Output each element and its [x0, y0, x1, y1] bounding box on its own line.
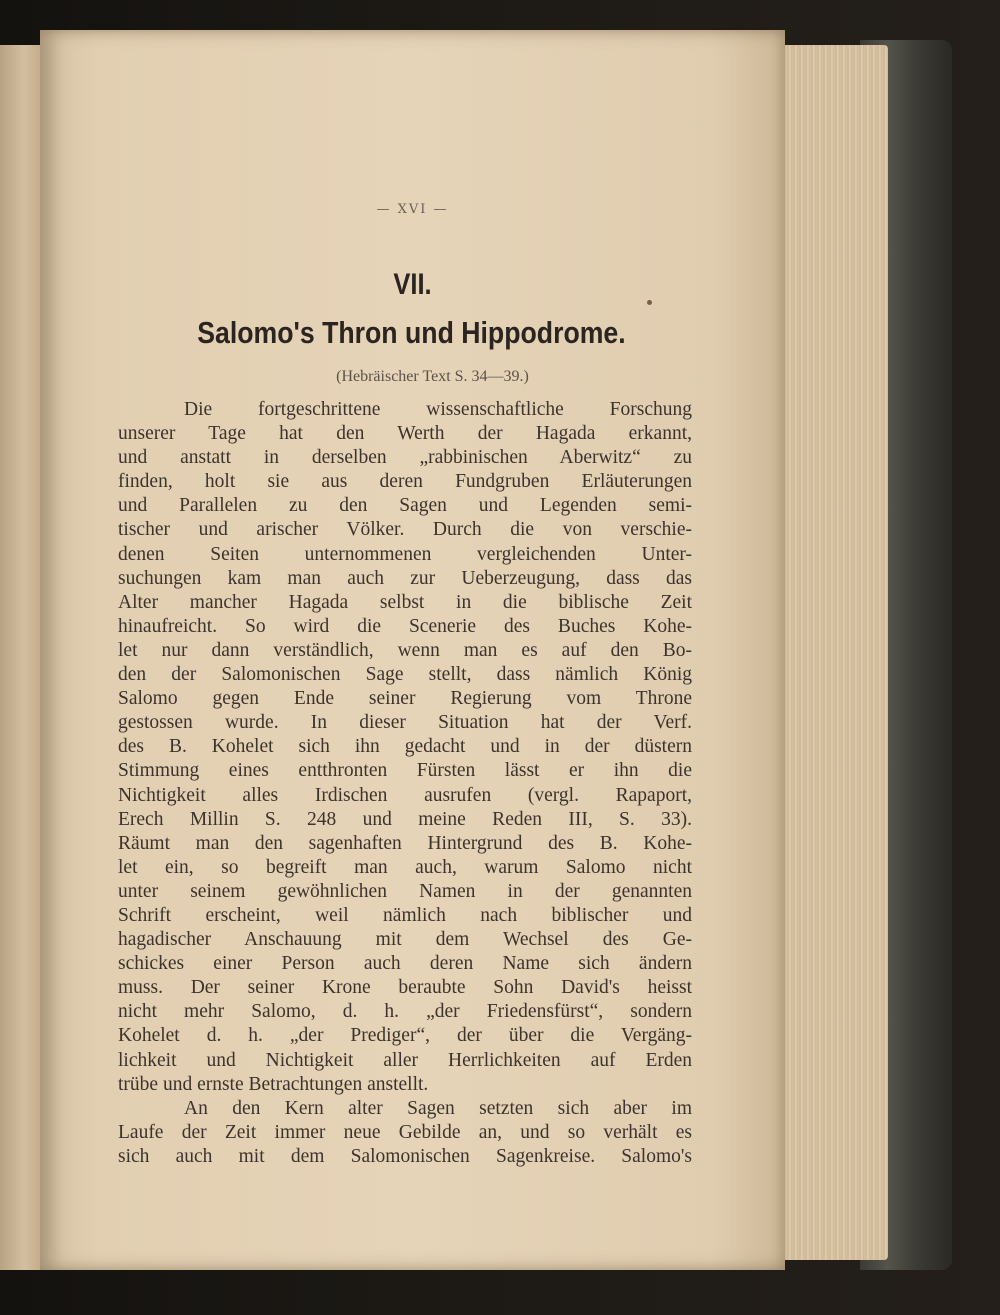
- body-text: [118, 398, 692, 1169]
- text-line: Nichtigkeit alles Irdischen ausrufen (vergl. Rapaport,: [118, 784, 692, 806]
- text-line: Erech Millin S. 248 und meine Reden III, S. 33).: [118, 808, 692, 830]
- text-line: denen Seiten unternommenen vergleichenden Unter-: [118, 543, 692, 565]
- text-line: trübe und ernste Betrachtungen anstellt.: [118, 1073, 429, 1095]
- text-line: lichkeit und Nichtigkeit aller Herrlichkeiten auf Erden: [118, 1049, 692, 1071]
- text-line: und anstatt in derselben „rabbinischen Aberwitz“ zu: [118, 447, 692, 469]
- text-line: und Parallelen zu den Sagen und Legenden semi-: [118, 495, 692, 517]
- ink-speck: [647, 300, 652, 305]
- text-line: Stimmung eines entthronten Fürsten lässt er ihn die: [118, 760, 692, 782]
- chapter-source-reference: (Hebräischer Text S. 34—39.): [336, 368, 529, 385]
- text-line: hagadischer Anschauung mit dem Wechsel des Ge-: [118, 929, 692, 951]
- text-line: let ein, so begreift man auch, warum Salomo nicht: [118, 856, 692, 878]
- text-line: An den Kern alter Sagen setzten sich aber im: [184, 1097, 692, 1119]
- text-line: schickes einer Person auch deren Name sich ändern: [118, 953, 692, 975]
- text-line: gestossen wurde. In dieser Situation hat der Verf.: [118, 712, 692, 734]
- text-line: Alter mancher Hagada selbst in die biblische Zeit: [118, 591, 692, 613]
- chapter-number: VII.: [393, 268, 432, 301]
- left-page-edge: [0, 45, 40, 1270]
- text-line: hinaufreicht. So wird die Scenerie des Buches Kohe-: [118, 615, 692, 637]
- text-line: Schrift erscheint, weil nämlich nach biblischer und: [118, 904, 692, 926]
- text-line: finden, holt sie aus deren Fundgruben Erläuterungen: [118, 471, 692, 493]
- book-page: [40, 30, 785, 1270]
- text-line: let nur dann verständlich, wenn man es auf den Bo-: [118, 639, 692, 661]
- text-line: Räumt man den sagenhaften Hintergrund des B. Kohe-: [118, 832, 692, 854]
- text-line: den der Salomonischen Sage stellt, dass nämlich König: [118, 664, 692, 686]
- text-line: suchungen kam man auch zur Ueberzeugung, dass das: [118, 567, 692, 589]
- chapter-title: Salomo's Thron und Hippodrome.: [197, 315, 626, 350]
- page-edges: [780, 45, 888, 1260]
- text-line: Kohelet d. h. „der Prediger“, der über die Vergäng-: [118, 1025, 692, 1047]
- text-line: muss. Der seiner Krone beraubte Sohn David's heisst: [118, 977, 692, 999]
- text-line: Salomo gegen Ende seiner Regierung vom Throne: [118, 688, 692, 710]
- text-line: des B. Kohelet sich ihn gedacht und in der düstern: [118, 736, 692, 758]
- text-line: Laufe der Zeit immer neue Gebilde an, und so verhält es: [118, 1121, 692, 1143]
- text-line: unserer Tage hat den Werth der Hagada erkannt,: [118, 423, 692, 445]
- text-line: Die fortgeschrittene wissenschaftliche Forschung: [184, 399, 692, 420]
- page-number: — XVI —: [376, 202, 449, 217]
- text-line: unter seinem gewöhnlichen Namen in der genannten: [118, 880, 692, 902]
- text-line: nicht mehr Salomo, d. h. „der Friedensfürst“, sondern: [118, 1001, 692, 1023]
- text-line: sich auch mit dem Salomonischen Sagenkreise. Salomo's: [118, 1145, 692, 1167]
- text-line: tischer und arischer Völker. Durch die von verschie-: [118, 519, 692, 541]
